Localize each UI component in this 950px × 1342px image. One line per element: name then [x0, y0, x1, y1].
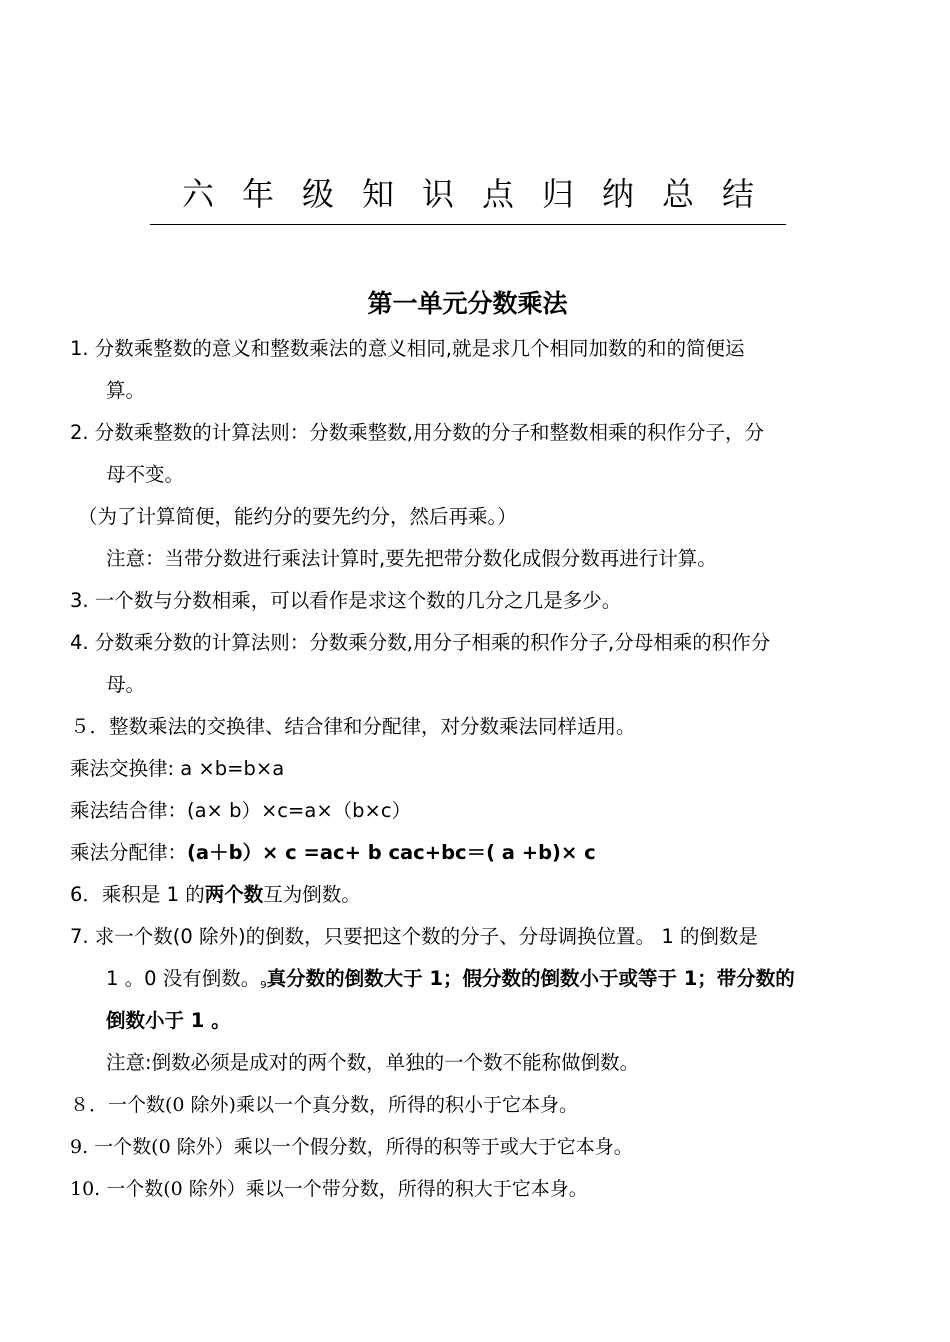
item-3: 3. 一个数与分数相乘，可以看作是求这个数的几分之几是多少。: [70, 589, 622, 612]
item-8: ８．一个数(0 除外)乘以一个真分数，所得的积小于它本身。: [70, 1094, 578, 1116]
distributive-law: [70, 832, 880, 874]
item-2-line-1: 2. 分数乘整数的计算法则：分数乘整数,用分数的分子和整数相乘的积作分子，分: [70, 421, 765, 444]
item-5: ５．整数乘法的交换律、结合律和分配律，对分数乘法同样适用。: [70, 715, 636, 738]
item-7-line-3: 倒数小于 1 。: [106, 1009, 231, 1032]
associative-law: 乘法结合律：(a× b）×c=a×（b×c）: [70, 799, 412, 822]
distributive-law-formula: (a＋b）× c =ac+ b cac+bc＝( a +b)× c: [187, 841, 596, 864]
item-1-line-1: 1. 分数乘整数的意义和整数乘法的意义相同,就是求几个相同加数的和的简便运: [70, 337, 745, 360]
item-6: [70, 874, 880, 916]
item-6-post: 互为倒数。: [263, 883, 361, 906]
unit-title: 第一单元分数乘法: [367, 289, 568, 318]
content: [70, 328, 880, 1210]
title-block: [150, 172, 786, 225]
page-title: 六年级知识点归纳总结: [181, 175, 782, 213]
distributive-law-label: 乘法分配律：: [70, 841, 188, 864]
item-1-line-2: 算。: [106, 379, 146, 402]
item-7-note: 注意:倒数必须是成对的两个数，单独的一个数不能称做倒数。: [106, 1051, 640, 1074]
item-7-small-mark: 9: [260, 980, 267, 991]
item-2-note: 注意：当带分数进行乘法计算时,要先把带分数化成假分数再进行计算。: [106, 547, 717, 570]
item-2-remark: （为了计算简便，能约分的要先约分，然后再乘。）: [78, 505, 517, 528]
item-6-pre: 6．乘积是 1 的: [70, 883, 205, 906]
item-4-line-2: 母。: [106, 673, 146, 696]
commutative-law: 乘法交换律: a ×b=b×a: [70, 757, 285, 780]
item-4-line-1: 4. 分数乘分数的计算法则：分数乘分数,用分子相乘的积作分子,分母相乘的积作分: [70, 631, 771, 654]
item-2-line-2: 母不变。: [106, 463, 185, 486]
item-9: 9. 一个数(0 除外）乘以一个假分数，所得的积等于或大于它本身。: [70, 1136, 633, 1158]
item-10: 10. 一个数(0 除外）乘以一个带分数，所得的积大于它本身。: [70, 1178, 588, 1200]
item-7-line-2-pre: 1 。0 没有倒数。: [106, 967, 261, 990]
item-7-line-2-bold: 真分数的倒数大于 1；假分数的倒数小于或等于 1；带分数的: [266, 967, 795, 990]
item-7-line-2: [70, 958, 880, 1000]
item-6-bold: 两个数: [204, 883, 264, 906]
item-7-line-1: 7. 求一个数(0 除外)的倒数，只要把这个数的分子、分母调换位置。 1 的倒数是: [70, 925, 758, 948]
